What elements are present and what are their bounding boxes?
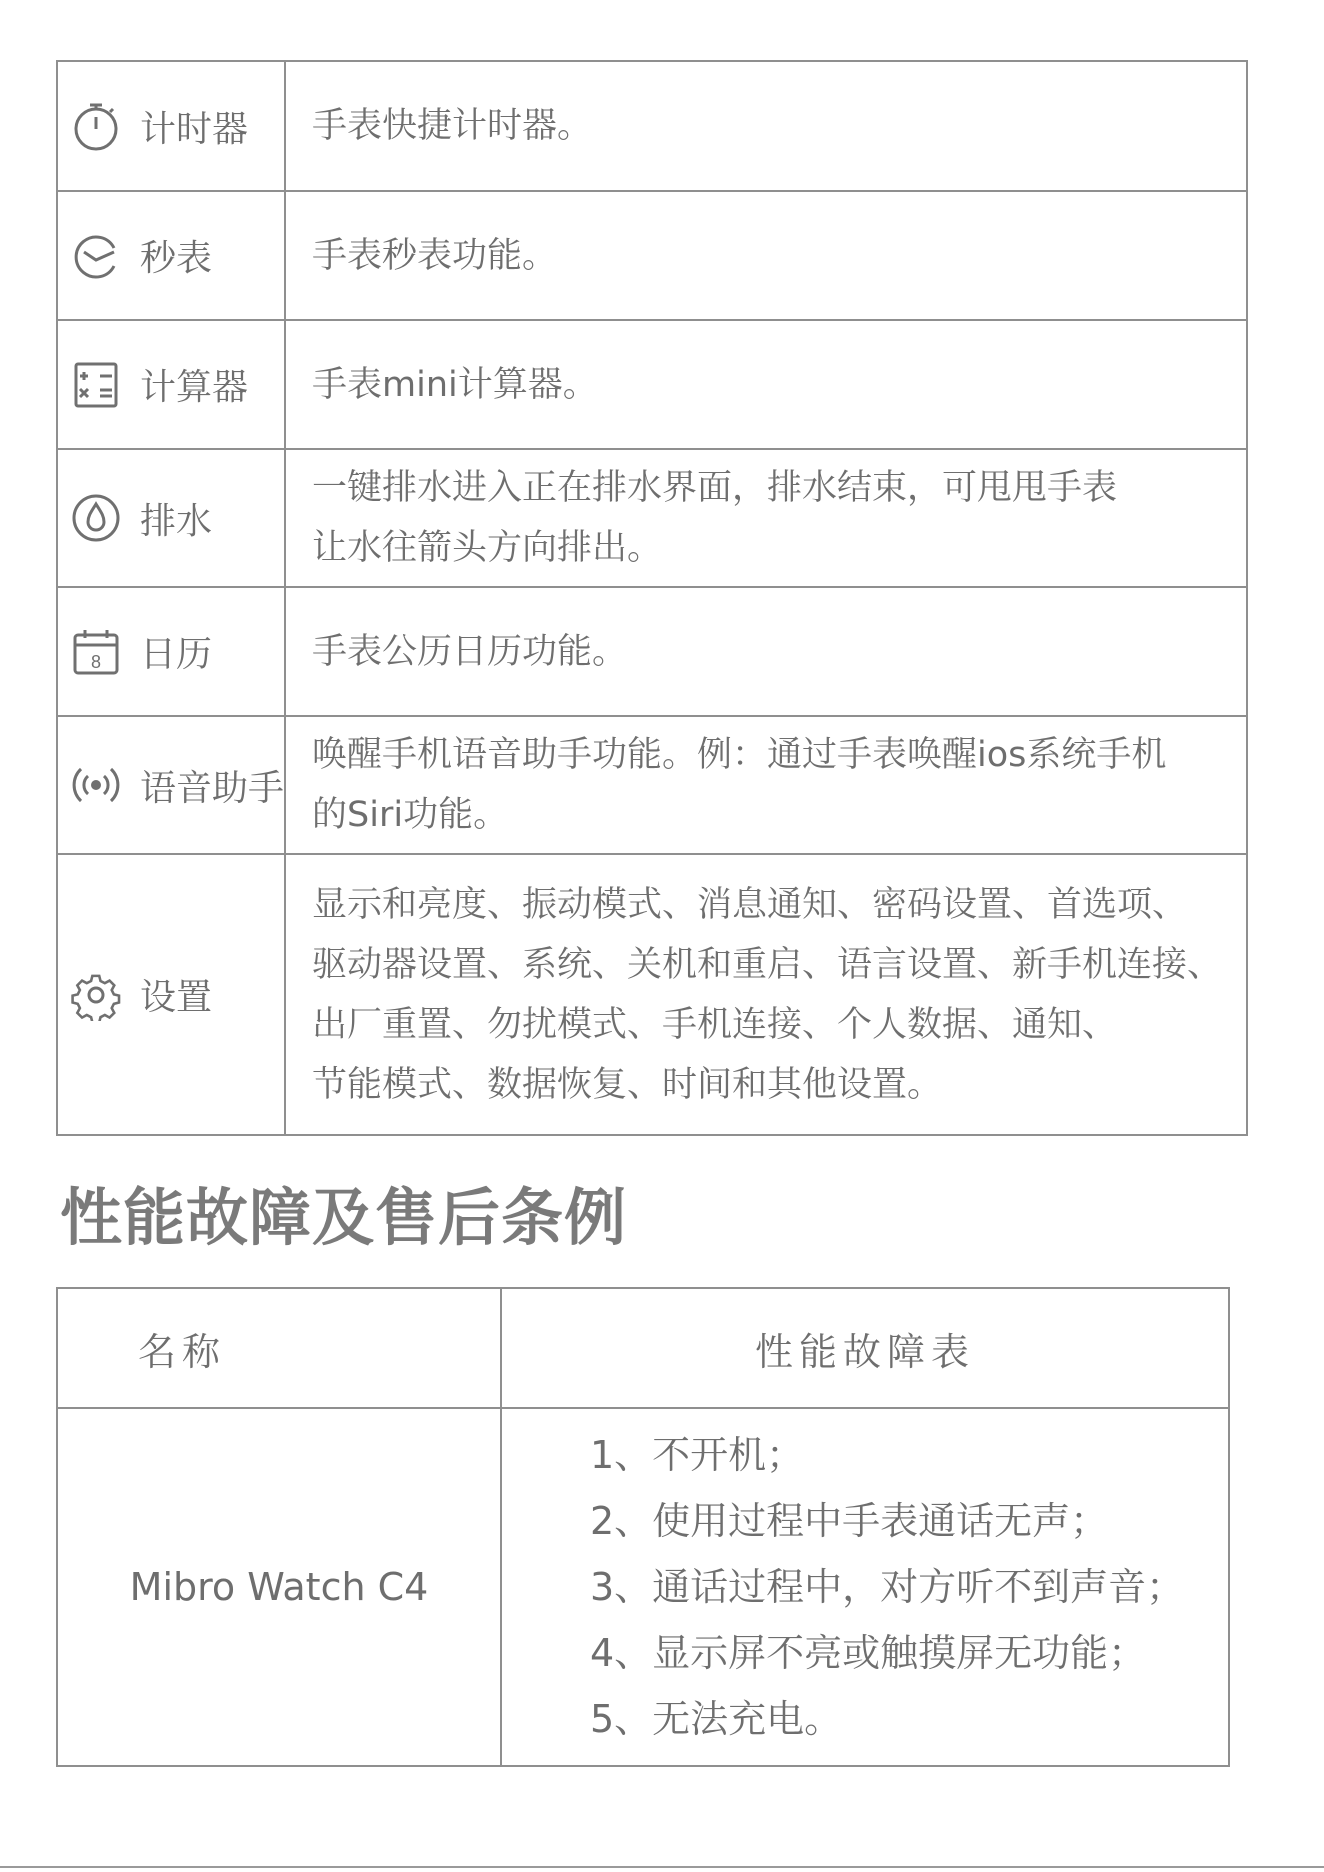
stopwatch-icon xyxy=(70,230,122,282)
feature-row-timer xyxy=(57,61,1247,191)
fault-item: 1、不开机； xyxy=(590,1433,805,1477)
header-faults: 性能故障表 xyxy=(501,1288,1229,1408)
description-line: 的Siri功能。 xyxy=(312,795,509,835)
feature-name: 排水 xyxy=(140,500,213,542)
section-title: 性能故障及售后条例 xyxy=(60,1181,628,1254)
feature-name-cell xyxy=(57,320,285,449)
fault-item: 4、显示屏不亮或触摸屏无功能； xyxy=(590,1631,1147,1675)
description-line: 唤醒手机语音助手功能。例：通过手表唤醒ios系统手机 xyxy=(312,735,1167,775)
feature-description xyxy=(285,854,1247,1135)
fault-item: 5、无法充电。 xyxy=(590,1697,843,1741)
water-drop-icon xyxy=(70,492,122,544)
description-line: 出厂重置、勿扰模式、手机连接、个人数据、通知、 xyxy=(312,1004,1118,1045)
feature-description xyxy=(285,320,1247,449)
model-name: Mibro Watch C4 xyxy=(57,1408,501,1766)
fault-table-header-row xyxy=(57,1288,1229,1408)
description-line: 手表mini计算器。 xyxy=(312,364,598,405)
description-line: 手表公历日历功能。 xyxy=(312,631,628,672)
description-line: 节能模式、数据恢复、时间和其他设置。 xyxy=(312,1064,943,1105)
feature-description xyxy=(285,449,1247,587)
feature-name: 设置 xyxy=(140,977,213,1018)
calendar-digit: 8 xyxy=(90,651,102,672)
feature-name-cell xyxy=(57,449,285,587)
timer-icon xyxy=(70,100,122,152)
header-name: 名称 xyxy=(57,1288,501,1408)
page-bottom-rule xyxy=(0,1866,1324,1868)
feature-name-cell xyxy=(57,61,285,191)
voice-assistant-icon xyxy=(70,759,122,811)
description-line: 让水往箭头方向排出。 xyxy=(312,528,663,568)
feature-name-cell xyxy=(57,854,285,1135)
description-line: 手表秒表功能。 xyxy=(312,235,558,276)
feature-description xyxy=(285,61,1247,191)
fault-table-row xyxy=(57,1408,1229,1766)
description-line: 显示和亮度、振动模式、消息通知、密码设置、首选项、 xyxy=(312,884,1188,925)
feature-row-drain xyxy=(57,449,1247,587)
feature-description xyxy=(285,191,1247,320)
description-line: 一键排水进入正在排水界面，排水结束，可甩甩手表 xyxy=(312,468,1118,508)
feature-name: 计时器 xyxy=(140,108,249,150)
feature-row-voice-assistant xyxy=(57,716,1247,854)
feature-name-cell xyxy=(57,716,285,854)
feature-name: 日历 xyxy=(140,634,213,675)
feature-description xyxy=(285,587,1247,716)
feature-name: 秒表 xyxy=(140,238,213,279)
feature-table xyxy=(56,60,1248,1136)
feature-row-stopwatch xyxy=(57,191,1247,320)
fault-item: 3、通话过程中，对方听不到声音； xyxy=(590,1565,1185,1609)
feature-row-calculator xyxy=(57,320,1247,449)
fault-table xyxy=(56,1287,1230,1767)
description-line: 驱动器设置、系统、关机和重启、语言设置、新手机连接、 xyxy=(312,944,1223,985)
calculator-icon xyxy=(70,359,122,411)
gear-icon xyxy=(70,969,122,1021)
feature-name-cell xyxy=(57,587,285,716)
feature-row-settings xyxy=(57,854,1247,1135)
description-line: 手表快捷计时器。 xyxy=(312,106,593,146)
fault-item: 2、使用过程中手表通话无声； xyxy=(590,1499,1109,1543)
fault-list xyxy=(501,1408,1229,1766)
feature-row-calendar xyxy=(57,587,1247,716)
feature-name: 语音助手 xyxy=(140,767,285,809)
feature-description xyxy=(285,716,1247,854)
feature-name-cell xyxy=(57,191,285,320)
calendar-icon xyxy=(70,626,122,678)
feature-name: 计算器 xyxy=(140,367,249,408)
